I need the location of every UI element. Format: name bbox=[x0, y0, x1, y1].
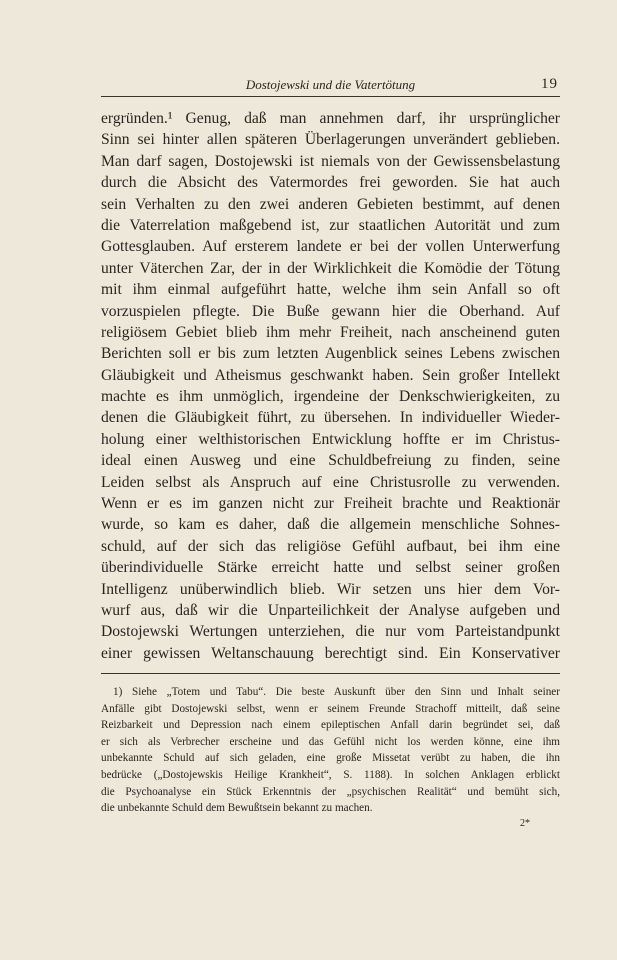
body-line: machte es ihm unmöglich, irgendeine der Denkschwierigkeiten, zu bbox=[101, 388, 560, 406]
body-line: sein Verhalten zu den zwei anderen Gebieten bestimmt, auf denen bbox=[101, 195, 560, 213]
body-text bbox=[101, 108, 560, 664]
body-line: wurf aus, daß wir die Unparteilichkeit der Analyse aufgeben und bbox=[101, 601, 560, 619]
footnote-line: Reizbarkeit und Depression nach einem epileptischen Anfall darin begründet sei, daß bbox=[101, 719, 560, 732]
body-line: Leiden selbst als Anspruch auf eine Christusrolle zu verwenden. bbox=[101, 473, 560, 491]
footnote-line: unbekannte Schuld auf sich geladen, eine große Missetat verübt zu haben, die ihn bbox=[101, 752, 560, 765]
body-line: Berichten soll er bis zum letzten Augenblick seines Lebens zwischen bbox=[101, 345, 560, 363]
footnote-line: die Psychoanalyse ein Stück Erkenntnis der „psychischen Realität“ und bemüht sich, bbox=[101, 785, 560, 798]
footnote-line: bedrücke („Dostojewskis Heilige Krankheit“, S. 1188). In solchen Anklagen erblickt bbox=[101, 768, 560, 781]
body-line: vorzuspielen pflegte. Die Buße gewann hier die Oberhand. Auf bbox=[101, 302, 560, 320]
running-header bbox=[101, 76, 560, 97]
body-line: Man darf sagen, Dostojewski ist niemals von der Gewissensbelastung bbox=[101, 152, 560, 170]
body-line: die Vaterrelation maßgebend ist, zur staatlichen Autorität und zum bbox=[101, 216, 560, 234]
body-line: Wenn er es im ganzen nicht zur Freiheit brachte und Reaktionär bbox=[101, 495, 560, 513]
body-line: wurde, so kam es daher, daß die allgemein menschliche Sohnes- bbox=[101, 516, 560, 534]
body-line: schuld, auf der sich das religiöse Gefühl aufbaut, bei ihm eine bbox=[101, 537, 560, 555]
body-line: Sinn sei hinter allen späteren Überlagerungen unverändert geblieben. bbox=[101, 131, 560, 149]
body-line: Gottesglauben. Auf ersterem landete er bei der vollen Unterwerfung bbox=[101, 238, 560, 256]
body-line: mit ihm einmal aufgeführt hatte, welche ihm sein Anfall so oft bbox=[101, 281, 560, 299]
body-line: überindividuelle Stärke erreicht hatte und selbst seiner großen bbox=[101, 559, 560, 577]
footnote-line: 1) Siehe „Totem und Tabu“. Die beste Auskunft über den Sinn und Inhalt seiner bbox=[113, 686, 560, 698]
footnote-line: Anfälle gibt Dostojewski selbst, wenn er seinem Freunde Strachoff mitteilt, daß seine bbox=[101, 702, 560, 715]
body-line: religiösem Gebiet blieb ihm mehr Freiheit, nach anscheinend guten bbox=[101, 323, 560, 341]
body-line: Dostojewski Wertungen unterziehen, die nur vom Parteistandpunkt bbox=[101, 623, 560, 641]
page-number: 19 bbox=[541, 76, 558, 92]
body-line: denen die Gläubigkeit führt, zu übersehen. In individueller Wieder- bbox=[101, 409, 560, 427]
footnote bbox=[101, 684, 560, 817]
body-line: ergründen.¹ Genug, daß man annehmen darf, ihr ursprünglicher bbox=[101, 110, 560, 127]
footnote-line: er sich als Verbrecher erscheine und das Gefühl nicht los werden könne, eine ihm bbox=[101, 735, 560, 748]
body-line: Gläubigkeit und Atheismus geschwankt haben. Sein großer Intellekt bbox=[101, 366, 560, 384]
footnote-line: die unbekannte Schuld dem Bewußtsein bekannt zu machen. bbox=[101, 802, 373, 815]
body-line: Intelligenz unüberwindlich blieb. Wir setzen uns hier dem Vor- bbox=[101, 580, 560, 598]
body-line: holung einer welthistorischen Entwicklung hoffte er im Christus- bbox=[101, 430, 560, 448]
running-title: Dostojewski und die Vatertötung bbox=[245, 77, 416, 92]
body-line: ideal einen Ausweg und eine Schuldbefreiung zu finden, seine bbox=[101, 452, 560, 470]
signature-mark: 2* bbox=[520, 818, 530, 829]
footnote-rule bbox=[101, 673, 560, 674]
body-line: unter Väterchen Zar, der in der Wirklichkeit die Komödie der Tötung bbox=[101, 259, 560, 277]
body-line: durch die Absicht des Vatermordes frei geworden. Sie hat auch bbox=[101, 174, 560, 192]
body-line: einer gewissen Weltanschauung berechtigt sind. Ein Konservativer bbox=[101, 644, 560, 662]
